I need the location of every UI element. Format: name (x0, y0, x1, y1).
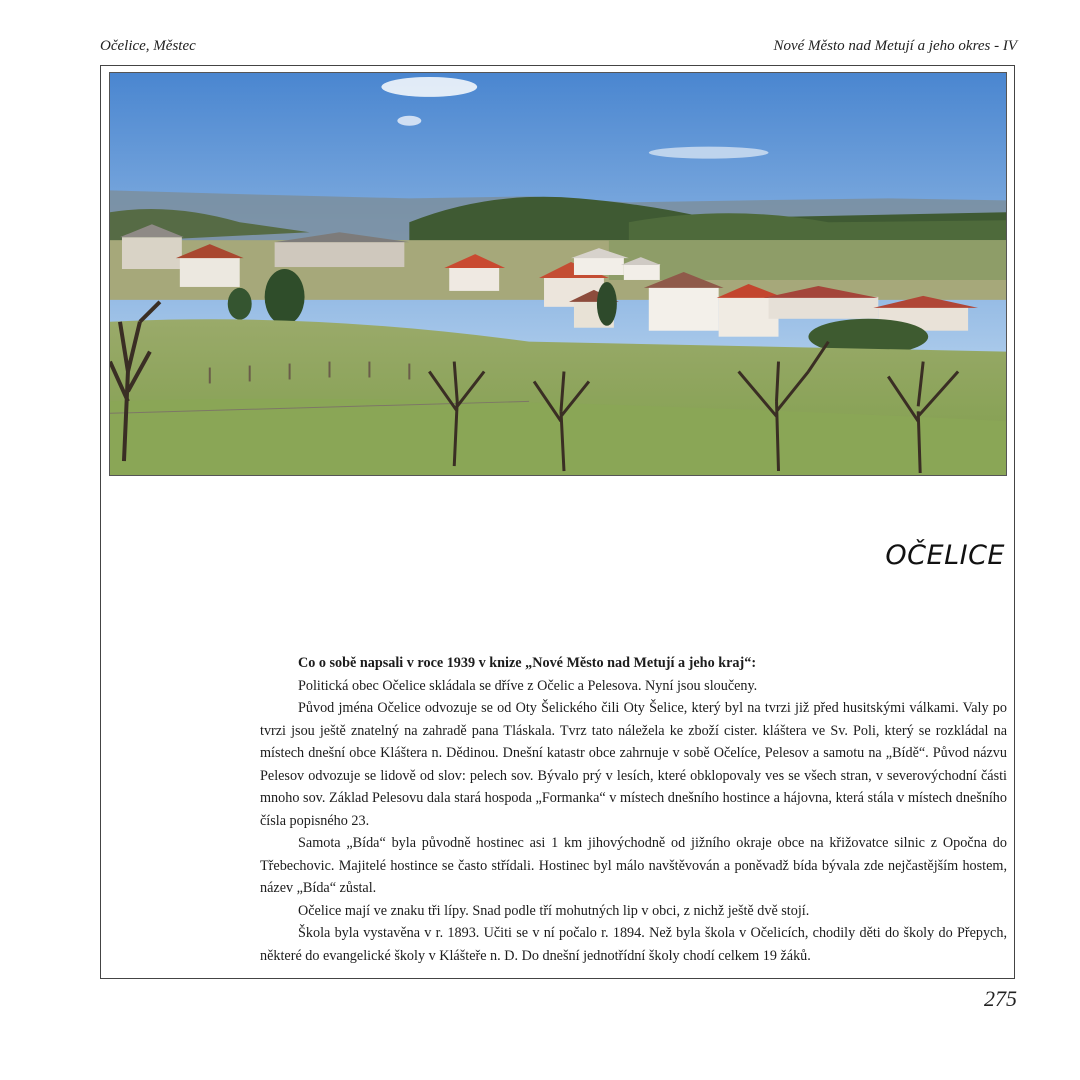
paragraph: Původ jména Očelice odvozuje se od Oty Šelického čili Oty Šelice, který byl na tvrzi již před husitskými válkami. Valy po tvrzi jsou ještě znatelný na zahradě pana Tláskala. Tvrz tato náležela ke zboží cister. kláštera ve Sv. Poli, který se rozkládal na místech dnešní obce Kláštera n. Dědinou. Dnešní katastr obce zahrnuje v sobě Očelíce, Pelesov a samotu na „Bídě“. Původ názvu Pelesov odvozuje se lidově od slov: pelech sov. Bývalo prý v lesích, které obklopovaly ves se všech stran, v severovýchodní části mnoho sov. Základ Pelesovu dala stará hospoda „Formanka“ v místech dnešního hostince a hájovna, která stála v místech dnešního čísla popisného 23. (260, 700, 1007, 829)
cloud (381, 77, 477, 97)
village-landscape-illustration (110, 73, 1006, 475)
paragraph: Škola byla vystavěna v r. 1893. Učiti se v ní počalo r. 1894. Než byla škola v Očelicích, chodily děti do školy do Přepych, některé do evangelické školy v Klášteře n. D. Do dnešní jednotřídní školy chodí celkem 19 žáků. (260, 925, 1007, 964)
running-head-left: Očelice, Městec (100, 38, 196, 54)
paragraph: Samota „Bída“ byla původně hostinec asi 1 km jihovýchodně od jižního okraje obce na křižovatce silnic z Opočna do Třebechovic. Majitelé hostince se často střídali. Hostinec byl málo navštěvován a poněvadž bída bývala zde nejčastějším hostem, název „Bída“ zůstal. (260, 835, 1007, 896)
tree (265, 269, 305, 325)
tree (228, 288, 252, 320)
cloud (649, 147, 769, 159)
page-frame (100, 65, 1015, 979)
page-title: OČELICE (885, 540, 1005, 571)
tree (597, 282, 617, 326)
mid-field (609, 240, 1006, 280)
landscape-photo (109, 72, 1007, 476)
article-body (260, 652, 1007, 967)
page-number: 275 (984, 986, 1017, 1011)
lead-paragraph: Co o sobě napsali v roce 1939 v knize „Nové Město nad Metují a jeho kraj“: (298, 655, 757, 671)
paragraph: Politická obec Očelice skládala se dříve z Očelic a Pelesova. Nyní jsou sloučeny. (298, 677, 758, 694)
paragraph: Očelice mají ve znaku tři lípy. Snad podle tří mohutných lip v obci, z nichž ještě dvě stojí. (298, 902, 810, 919)
running-head-right: Nové Město nad Metují a jeho okres - IV (773, 38, 1017, 54)
cloud (397, 116, 421, 126)
